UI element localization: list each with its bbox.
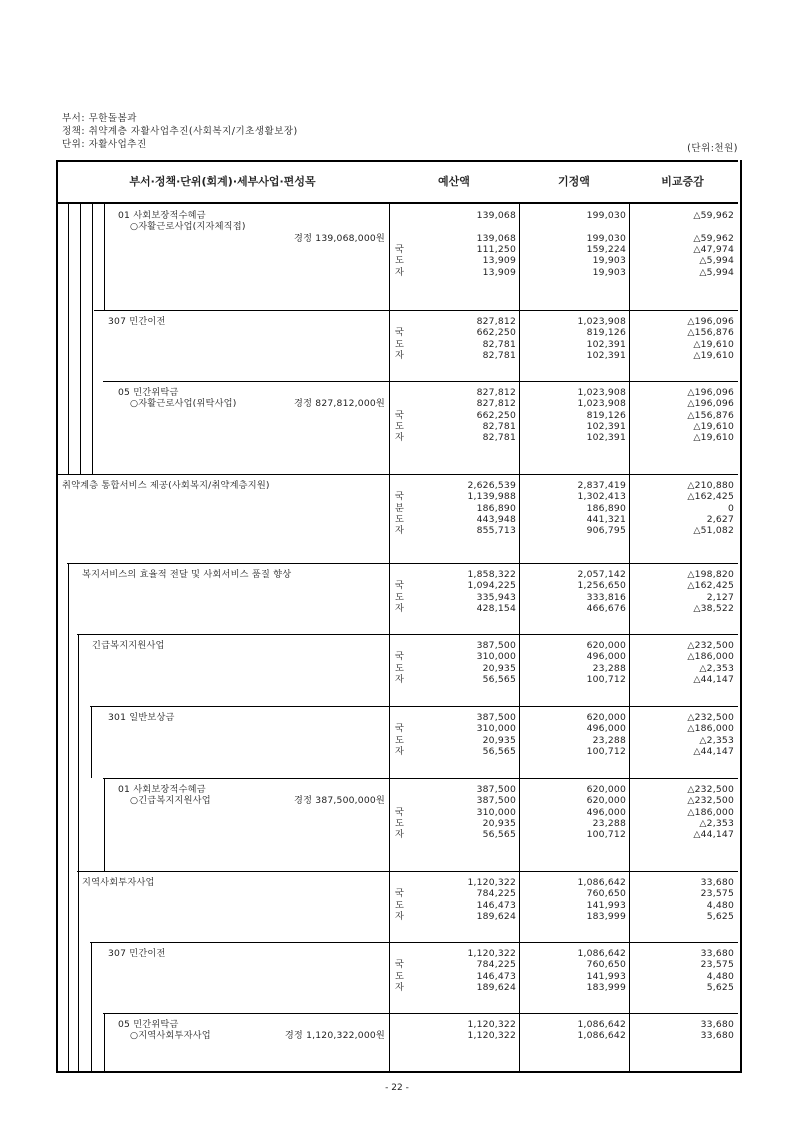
budget-amount: 189,624 xyxy=(476,910,516,922)
previous-amount: 620,000 xyxy=(586,712,626,723)
difference-amount: △196,096 xyxy=(687,316,734,327)
difference-amount: △162,425 xyxy=(687,580,734,592)
previous-amount: 496,000 xyxy=(586,651,626,663)
funding-source: 도 xyxy=(395,591,405,603)
difference-amount: △2,353 xyxy=(699,734,734,746)
funding-source: 자 xyxy=(395,602,405,614)
budget-item-label: ○자활근로사업(지자체직접) xyxy=(130,221,246,233)
difference-amount: △47,974 xyxy=(693,243,734,255)
table-vertical-rule xyxy=(104,1013,105,1071)
previous-amount: 183,999 xyxy=(586,910,626,922)
correction-amount: 경정 1,120,322,000원 xyxy=(284,1030,385,1042)
previous-amount: 19,903 xyxy=(592,255,626,267)
funding-source: 자 xyxy=(395,349,405,361)
budget-amount: 82,781 xyxy=(482,432,516,444)
difference-amount: 23,575 xyxy=(700,888,734,900)
difference-amount: △44,147 xyxy=(693,829,734,841)
budget-amount: 1,139,988 xyxy=(467,491,516,503)
difference-amount: △19,610 xyxy=(693,420,734,432)
budget-amount: 56,565 xyxy=(482,673,516,685)
group-divider xyxy=(103,778,738,779)
previous-amount: 23,288 xyxy=(592,662,626,674)
previous-amount: 102,391 xyxy=(586,432,626,444)
difference-amount: △196,096 xyxy=(687,387,734,398)
previous-amount: 186,890 xyxy=(586,502,626,514)
header-previous: 기정액 xyxy=(558,175,590,188)
budget-amount: 13,909 xyxy=(482,266,516,278)
difference-amount: 5,625 xyxy=(706,981,734,993)
difference-amount: 23,575 xyxy=(700,959,734,971)
previous-amount: 760,650 xyxy=(586,888,626,900)
budget-amount: 82,781 xyxy=(482,349,516,361)
difference-amount: 2,127 xyxy=(706,591,734,603)
previous-amount: 620,000 xyxy=(586,640,626,651)
currency-unit-label: (단위:천원) xyxy=(687,143,738,154)
budget-item-label: 307 민간이전 xyxy=(108,316,166,327)
funding-source: 도 xyxy=(395,338,405,350)
budget-amount: 387,500 xyxy=(476,784,516,795)
budget-amount: 387,500 xyxy=(476,640,516,651)
difference-amount: △186,000 xyxy=(687,651,734,663)
difference-amount: 5,625 xyxy=(706,910,734,922)
table-vertical-rule xyxy=(629,204,630,1071)
funding-source: 국 xyxy=(395,888,405,900)
group-divider xyxy=(103,381,738,382)
previous-amount: 1,086,642 xyxy=(577,1019,626,1030)
previous-amount: 906,795 xyxy=(586,525,626,537)
difference-amount: △198,820 xyxy=(687,569,734,580)
funding-source: 자 xyxy=(395,673,405,685)
group-divider xyxy=(90,942,738,943)
budget-amount: 310,000 xyxy=(476,806,516,818)
previous-amount: 1,023,908 xyxy=(577,398,626,410)
budget-amount: 146,473 xyxy=(476,970,516,982)
previous-amount: 141,993 xyxy=(586,899,626,911)
budget-amount: 1,094,225 xyxy=(467,580,516,592)
difference-amount: 4,480 xyxy=(706,899,734,911)
previous-amount: 100,712 xyxy=(586,673,626,685)
correction-amount: 경정 139,068,000원 xyxy=(294,232,385,244)
funding-source: 자 xyxy=(395,432,405,444)
difference-amount: △38,522 xyxy=(693,602,734,614)
budget-amount: 82,781 xyxy=(482,338,516,350)
previous-amount: 1,256,650 xyxy=(577,580,626,592)
funding-source: 자 xyxy=(395,910,405,922)
previous-amount: 183,999 xyxy=(586,981,626,993)
budget-amount: 662,250 xyxy=(476,409,516,421)
budget-amount: 827,812 xyxy=(476,398,516,410)
table-vertical-rule xyxy=(68,563,69,1071)
budget-amount: 139,068 xyxy=(476,210,516,221)
previous-amount: 1,023,908 xyxy=(577,316,626,327)
funding-source: 분 xyxy=(395,502,405,514)
previous-amount: 1,023,908 xyxy=(577,387,626,398)
budget-item-label: 05 민간위탁금 xyxy=(118,1019,179,1030)
budget-amount: 662,250 xyxy=(476,327,516,339)
funding-source: 자 xyxy=(395,525,405,537)
difference-amount: 33,680 xyxy=(700,1019,734,1030)
previous-amount: 496,000 xyxy=(586,723,626,735)
previous-amount: 100,712 xyxy=(586,745,626,757)
budget-amount: 443,948 xyxy=(476,513,516,525)
funding-source: 자 xyxy=(395,829,405,841)
previous-amount: 102,391 xyxy=(586,338,626,350)
budget-amount: 310,000 xyxy=(476,723,516,735)
funding-source: 도 xyxy=(395,734,405,746)
group-divider xyxy=(103,1013,738,1014)
previous-amount: 102,391 xyxy=(586,420,626,432)
budget-amount: 827,812 xyxy=(476,316,516,327)
previous-amount: 102,391 xyxy=(586,349,626,361)
funding-source: 국 xyxy=(395,491,405,503)
budget-amount: 784,225 xyxy=(476,959,516,971)
table-vertical-rule xyxy=(104,204,105,310)
difference-amount: 33,680 xyxy=(700,877,734,888)
funding-source: 국 xyxy=(395,651,405,663)
difference-amount: △156,876 xyxy=(687,327,734,339)
budget-amount: 2,626,539 xyxy=(467,480,516,491)
difference-amount: △19,610 xyxy=(693,338,734,350)
budget-amount: 1,120,322 xyxy=(467,1019,516,1030)
unit-name-label: 단위: 자활사업추진 xyxy=(62,139,147,150)
group-divider xyxy=(94,310,738,311)
budget-amount: 1,120,322 xyxy=(467,1030,516,1042)
budget-amount: 387,500 xyxy=(476,795,516,807)
funding-source: 자 xyxy=(395,981,405,993)
funding-source: 국 xyxy=(395,723,405,735)
budget-item-label: 긴급복지지원사업 xyxy=(92,640,165,651)
funding-source: 도 xyxy=(395,817,405,829)
difference-amount: △232,500 xyxy=(687,640,734,651)
header-category: 부서·정책·단위(회계)·세부사업·편성목 xyxy=(129,175,316,188)
table-header xyxy=(56,160,738,204)
budget-item-label: 지역사회투자사업 xyxy=(82,877,155,888)
budget-amount: 20,935 xyxy=(482,662,516,674)
budget-amount: 387,500 xyxy=(476,712,516,723)
previous-amount: 141,993 xyxy=(586,970,626,982)
funding-source: 도 xyxy=(395,662,405,674)
difference-amount: △5,994 xyxy=(699,266,734,278)
difference-amount: 4,480 xyxy=(706,970,734,982)
budget-amount: 20,935 xyxy=(482,817,516,829)
difference-amount: △59,962 xyxy=(693,232,734,244)
difference-amount: △44,147 xyxy=(693,673,734,685)
previous-amount: 441,321 xyxy=(586,513,626,525)
difference-amount: △232,500 xyxy=(687,795,734,807)
budget-amount: 827,812 xyxy=(476,387,516,398)
difference-amount: △186,000 xyxy=(687,806,734,818)
difference-amount: △232,500 xyxy=(687,712,734,723)
budget-amount: 189,624 xyxy=(476,981,516,993)
previous-amount: 819,126 xyxy=(586,327,626,339)
previous-amount: 620,000 xyxy=(586,795,626,807)
difference-amount: 33,680 xyxy=(700,948,734,959)
previous-amount: 819,126 xyxy=(586,409,626,421)
table-vertical-rule xyxy=(389,204,390,1071)
previous-amount: 466,676 xyxy=(586,602,626,614)
department-label: 부서: 무한돌봄과 xyxy=(62,113,137,124)
group-divider xyxy=(67,563,738,564)
previous-amount: 496,000 xyxy=(586,806,626,818)
previous-amount: 23,288 xyxy=(592,734,626,746)
budget-item-label: 301 일반보상금 xyxy=(108,712,175,723)
funding-source: 국 xyxy=(395,806,405,818)
budget-item-label: ○지역사회투자사업 xyxy=(130,1030,211,1042)
budget-item-label: 05 민간위탁금 xyxy=(118,387,179,398)
budget-amount: 1,858,322 xyxy=(467,569,516,580)
budget-item-label: 복지서비스의 효율적 전달 및 사회서비스 품질 향상 xyxy=(82,569,292,580)
difference-amount: △19,610 xyxy=(693,432,734,444)
funding-source: 자 xyxy=(395,266,405,278)
difference-amount: 0 xyxy=(727,502,734,514)
previous-amount: 199,030 xyxy=(586,210,626,221)
funding-source: 국 xyxy=(395,959,405,971)
previous-amount: 199,030 xyxy=(586,232,626,244)
funding-source: 도 xyxy=(395,899,405,911)
table-vertical-rule xyxy=(92,204,93,474)
funding-source: 국 xyxy=(395,580,405,592)
page-number: - 22 - xyxy=(385,1083,409,1093)
table-vertical-rule xyxy=(91,942,92,1071)
previous-amount: 1,086,642 xyxy=(577,1030,626,1042)
previous-amount: 159,224 xyxy=(586,243,626,255)
budget-amount: 139,068 xyxy=(476,232,516,244)
difference-amount: △51,082 xyxy=(693,525,734,537)
previous-amount: 1,302,413 xyxy=(577,491,626,503)
budget-amount: 13,909 xyxy=(482,255,516,267)
budget-item-label: 01 사회보장적수혜금 xyxy=(118,784,206,795)
difference-amount: △59,962 xyxy=(693,210,734,221)
group-divider xyxy=(77,871,738,872)
previous-amount: 23,288 xyxy=(592,817,626,829)
budget-amount: 186,890 xyxy=(476,502,516,514)
difference-amount: △232,500 xyxy=(687,784,734,795)
previous-amount: 333,816 xyxy=(586,591,626,603)
budget-amount: 20,935 xyxy=(482,734,516,746)
budget-amount: 82,781 xyxy=(482,420,516,432)
correction-amount: 경정 387,500,000원 xyxy=(294,795,385,807)
difference-amount: △19,610 xyxy=(693,349,734,361)
table-vertical-rule xyxy=(104,778,105,871)
budget-item-label: ○자활근로사업(위탁사업) xyxy=(130,398,237,410)
budget-item-label: ○긴급복지지원사업 xyxy=(130,795,211,807)
difference-amount: △156,876 xyxy=(687,409,734,421)
budget-amount: 111,250 xyxy=(476,243,516,255)
group-divider xyxy=(56,474,738,475)
budget-amount: 335,943 xyxy=(476,591,516,603)
budget-amount: 1,120,322 xyxy=(467,948,516,959)
difference-amount: △44,147 xyxy=(693,745,734,757)
difference-amount: △162,425 xyxy=(687,491,734,503)
previous-amount: 100,712 xyxy=(586,829,626,841)
budget-amount: 855,713 xyxy=(476,525,516,537)
table-vertical-rule xyxy=(78,634,79,1071)
previous-amount: 1,086,642 xyxy=(577,877,626,888)
previous-amount: 19,903 xyxy=(592,266,626,278)
funding-source: 국 xyxy=(395,409,405,421)
funding-source: 자 xyxy=(395,745,405,757)
difference-amount: △2,353 xyxy=(699,662,734,674)
table-vertical-rule xyxy=(68,204,69,474)
budget-amount: 56,565 xyxy=(482,745,516,757)
header-budget: 예산액 xyxy=(438,175,470,188)
budget-amount: 146,473 xyxy=(476,899,516,911)
budget-amount: 56,565 xyxy=(482,829,516,841)
difference-amount: △186,000 xyxy=(687,723,734,735)
header-difference: 비교증감 xyxy=(661,175,704,188)
budget-item-label: 취약계층 통합서비스 제공(사회복지/취약계층지원) xyxy=(62,480,270,491)
previous-amount: 2,057,142 xyxy=(577,569,626,580)
previous-amount: 2,837,419 xyxy=(577,480,626,491)
group-divider xyxy=(90,706,738,707)
budget-item-label: 01 사회보장적수혜금 xyxy=(118,210,206,221)
table-vertical-rule xyxy=(91,706,92,778)
funding-source: 국 xyxy=(395,243,405,255)
group-divider xyxy=(77,634,738,635)
previous-amount: 760,650 xyxy=(586,959,626,971)
difference-amount: △210,880 xyxy=(687,480,734,491)
difference-amount: 2,627 xyxy=(706,513,734,525)
table-vertical-rule xyxy=(80,204,81,474)
previous-amount: 620,000 xyxy=(586,784,626,795)
difference-amount: △196,096 xyxy=(687,398,734,410)
difference-amount: △2,353 xyxy=(699,817,734,829)
budget-amount: 428,154 xyxy=(476,602,516,614)
funding-source: 도 xyxy=(395,970,405,982)
funding-source: 도 xyxy=(395,420,405,432)
policy-label: 정책: 취약계층 자활사업추진(사회복지/기초생활보장) xyxy=(62,126,298,137)
budget-item-label: 307 민간이전 xyxy=(108,948,166,959)
table-vertical-rule xyxy=(519,204,520,1071)
budget-amount: 784,225 xyxy=(476,888,516,900)
budget-amount: 310,000 xyxy=(476,651,516,663)
correction-amount: 경정 827,812,000원 xyxy=(294,398,385,410)
funding-source: 도 xyxy=(395,513,405,525)
funding-source: 국 xyxy=(395,327,405,339)
previous-amount: 1,086,642 xyxy=(577,948,626,959)
difference-amount: △5,994 xyxy=(699,255,734,267)
difference-amount: 33,680 xyxy=(700,1030,734,1042)
funding-source: 도 xyxy=(395,255,405,267)
budget-amount: 1,120,322 xyxy=(467,877,516,888)
budget-table-frame xyxy=(56,160,742,1073)
